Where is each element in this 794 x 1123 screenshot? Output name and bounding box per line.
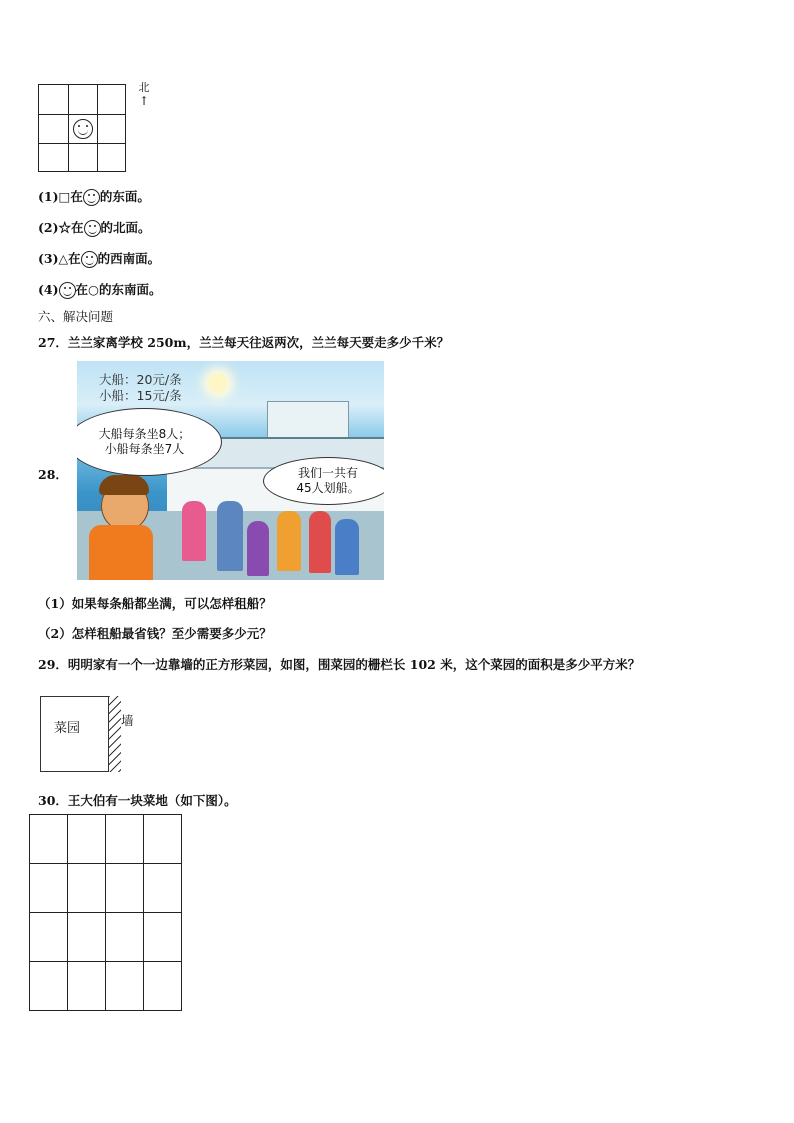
boat-rental-illustration	[77, 361, 384, 580]
speech-bubble-boy: 大船每条坐8人； 小船每条坐7人	[77, 408, 222, 476]
smiley-icon	[81, 251, 98, 268]
crowd-person	[335, 519, 359, 575]
vegetable-garden-square	[40, 696, 109, 772]
smiley-icon	[73, 119, 93, 139]
wall-label: 墙	[121, 713, 134, 728]
smiley-icon	[83, 189, 100, 206]
section-title: 六、解决问题	[38, 309, 114, 324]
question-28-sub-2: （2）怎样租船最省钱？至少需要多少元？	[38, 626, 272, 641]
garden-label: 菜园	[54, 721, 81, 736]
boy-hair	[99, 475, 149, 495]
crowd-person	[182, 501, 206, 561]
north-arrow-icon: ↑	[138, 94, 150, 108]
speech-bubble-group: 我们一共有 45人划船。	[263, 457, 384, 505]
q26-item-3: (3)△在 的西南面。	[38, 251, 161, 266]
crowd-person	[247, 521, 269, 576]
north-label: 北	[138, 81, 150, 94]
question-28-sub-1: （1）如果每条船都坐满，可以怎样租船？	[38, 596, 272, 611]
compass	[137, 82, 151, 108]
vegetable-plot-grid	[29, 814, 182, 1011]
direction-grid	[38, 84, 126, 172]
crowd-person	[217, 501, 243, 571]
boy-body	[89, 525, 153, 580]
question-27: 27．兰兰家离学校 250m，兰兰每天往返两次，兰兰每天要走多少千米？	[38, 335, 450, 350]
question-28-number: 28．	[38, 467, 68, 482]
q26-item-2: (2)☆在 的北面。	[38, 220, 151, 235]
question-30: 30．王大伯有一块菜地（如下图）。	[38, 793, 237, 808]
sun-icon	[208, 373, 228, 393]
smiley-icon	[84, 220, 101, 237]
crowd-person	[277, 511, 301, 571]
question-29: 29．明明家有一个一边靠墙的正方形菜园，如图，围菜园的栅栏长 102 米，这个菜园的面积是多少平方米？	[38, 657, 641, 672]
wall-hatch	[109, 696, 121, 772]
smiley-icon	[59, 282, 76, 299]
price-small-boat: 小船：15元/条	[99, 388, 182, 403]
q26-item-4: (4) 在○的东南面。	[38, 282, 162, 297]
price-big-boat: 大船：20元/条	[99, 372, 182, 387]
crowd-person	[309, 511, 331, 573]
q26-item-1: (1)□在 的东面。	[38, 189, 150, 204]
boat-cabin	[267, 401, 349, 439]
